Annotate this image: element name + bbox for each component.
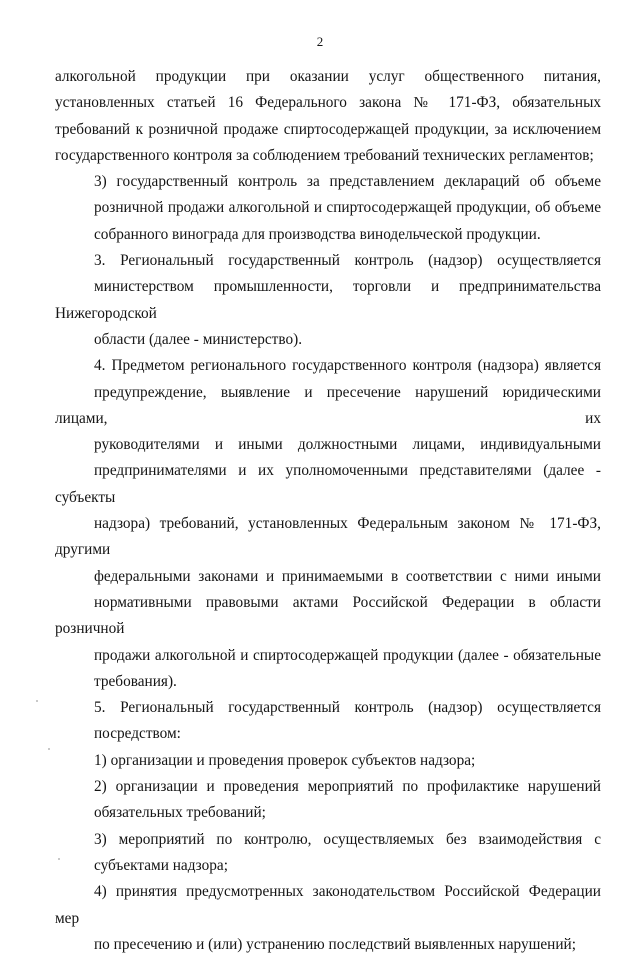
text-line: предпринимателями и их уполномоченными представителями (далее - субъекты [55, 462, 601, 506]
text-line: субъектами надзора; [94, 856, 228, 874]
scan-speck [48, 748, 50, 750]
paragraph-p1 [55, 169, 601, 248]
text-line: нормативными правовыми актами Российской Федерации в области розничной [55, 593, 601, 638]
paragraph-p3 [55, 353, 601, 695]
text-line: области (далее - министерство). [94, 330, 303, 348]
text-line: обязательных требований; [94, 804, 266, 822]
text-line: 4. Предметом регионального государственного контроля (надзора) является [94, 357, 601, 375]
text-line: федеральными законами и принимаемыми в соответствии с ними иными [94, 567, 601, 585]
paragraph-p7 [55, 827, 601, 880]
text-line: руководителями и иными должностными лицами, индивидуальными [94, 436, 601, 454]
text-line: 3) мероприятий по контролю, осуществляемых без взаимодействия с [94, 830, 601, 848]
text-line: 4) принятия предусмотренных законодательством Российской Федерации мер [55, 883, 601, 927]
text-line: посредством: [94, 725, 181, 743]
scan-speck [58, 858, 60, 860]
paragraph-p5 [55, 748, 601, 774]
scan-speck [36, 700, 38, 702]
paragraph-p4 [55, 695, 601, 748]
text-line: 5. Региональный государственный контроль (надзор) осуществляется [94, 699, 601, 717]
text-line: государственного контроля за соблюдением требований технических регламентов; [55, 146, 594, 164]
paragraph-p2 [55, 248, 601, 353]
text-line: собранного винограда для производства винодельческой продукции. [94, 225, 541, 243]
text-line: 2) организации и проведения мероприятий по профилактике нарушений [94, 778, 601, 796]
text-line: надзора) требований, установленных Федеральным законом № 171-ФЗ, другими [55, 515, 601, 559]
text-line: продажи алкогольной и спиртосодержащей продукции (далее - обязательные [94, 646, 601, 664]
text-line: 3) государственный контроль за представлением деклараций об объеме [94, 173, 601, 191]
text-line: требования). [94, 672, 177, 690]
text-line: по пресечению и (или) устранению последствий выявленных нарушений; [94, 935, 576, 953]
paragraph-p6 [55, 774, 601, 827]
text-line: установленных статьей 16 Федерального закона № 171-ФЗ, обязательных [55, 94, 601, 112]
paragraph-p0 [55, 64, 601, 169]
text-line: предупреждение, выявление и пресечение нарушений юридическими лицами, их [55, 383, 601, 427]
page-number: 2 [316, 34, 324, 49]
paragraph-p8 [55, 879, 601, 958]
document-body [55, 64, 601, 958]
text-line: 1) организации и проведения проверок субъектов надзора; [94, 751, 476, 769]
text-line: требований к розничной продаже спиртосодержащей продукции, за исключением [55, 120, 601, 138]
text-line: розничной продажи алкогольной и спиртосодержащей продукции, об объеме [94, 199, 601, 217]
text-line: министерством промышленности, торговли и предпринимательства Нижегородской [55, 278, 601, 322]
text-line: алкогольной продукции при оказании услуг общественного питания, [55, 68, 601, 85]
text-line: 3. Региональный государственный контроль (надзор) осуществляется [94, 252, 601, 270]
